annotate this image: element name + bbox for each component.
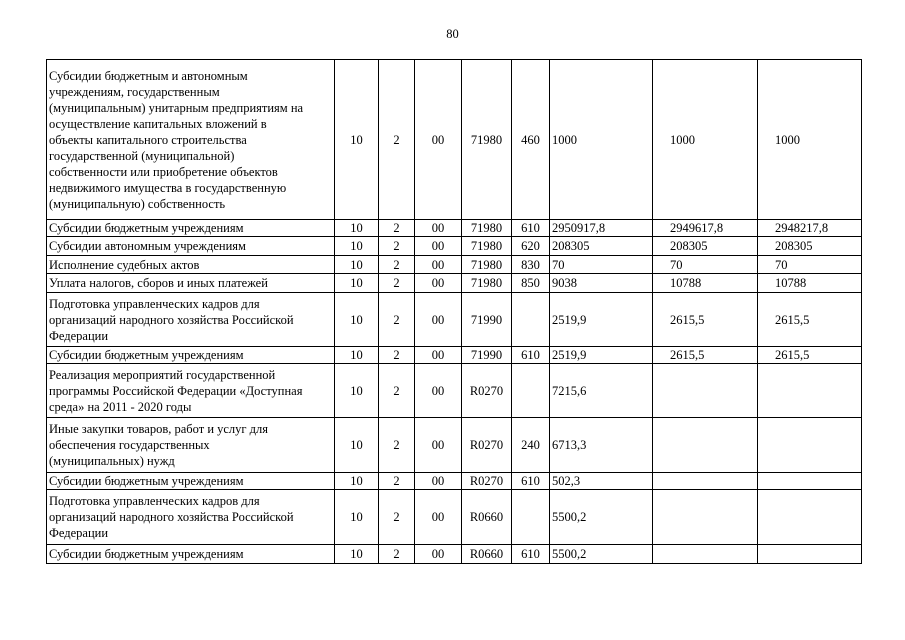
item-name-cell: Уплата налогов, сборов и иных платежей xyxy=(47,274,335,293)
amount-year1-cell: 502,3 xyxy=(550,473,653,490)
amount-year3-cell: 2615,5 xyxy=(758,293,862,347)
section-cell: 10 xyxy=(335,347,379,364)
amount-year2-cell: 2949617,8 xyxy=(653,220,758,237)
subsection-cell: 2 xyxy=(379,347,415,364)
amount-year1-cell: 5500,2 xyxy=(550,490,653,545)
amount-year2-cell: 10788 xyxy=(653,274,758,293)
expense-type-cell: 240 xyxy=(512,418,550,473)
subsection-cell: 2 xyxy=(379,293,415,347)
amount-year2-cell xyxy=(653,418,758,473)
amount-year3-cell xyxy=(758,490,862,545)
subsection-cell: 2 xyxy=(379,418,415,473)
amount-year1-cell: 7215,6 xyxy=(550,364,653,418)
program-cell: 00 xyxy=(415,347,462,364)
amount-year2-cell: 2615,5 xyxy=(653,293,758,347)
item-name-cell: Субсидии бюджетным учреждениям xyxy=(47,347,335,364)
amount-year2-cell xyxy=(653,490,758,545)
subsection-cell: 2 xyxy=(379,490,415,545)
subsection-cell: 2 xyxy=(379,220,415,237)
amount-year2-cell: 70 xyxy=(653,256,758,274)
amount-year2-cell: 208305 xyxy=(653,237,758,256)
target-article-cell: 71980 xyxy=(462,220,512,237)
subsection-cell: 2 xyxy=(379,364,415,418)
item-name-cell: Реализация мероприятий государственной программы Российской Федерации «Доступная среда» на 2011 - 2020 годы xyxy=(47,364,335,418)
expense-type-cell: 610 xyxy=(512,220,550,237)
program-cell: 00 xyxy=(415,237,462,256)
program-cell: 00 xyxy=(415,60,462,220)
amount-year3-cell: 208305 xyxy=(758,237,862,256)
table-row xyxy=(47,364,862,418)
expense-type-cell: 620 xyxy=(512,237,550,256)
expense-type-cell: 610 xyxy=(512,347,550,364)
target-article-cell: 71980 xyxy=(462,60,512,220)
amount-year1-cell: 2519,9 xyxy=(550,347,653,364)
target-article-cell: R0660 xyxy=(462,490,512,545)
table-row xyxy=(47,545,862,564)
table-row xyxy=(47,256,862,274)
amount-year1-cell: 70 xyxy=(550,256,653,274)
item-name-cell: Подготовка управленческих кадров для организаций народного хозяйства Российской Федерации xyxy=(47,293,335,347)
target-article-cell: 71980 xyxy=(462,256,512,274)
item-name-cell: Субсидии бюджетным учреждениям xyxy=(47,545,335,564)
program-cell: 00 xyxy=(415,274,462,293)
item-name-cell: Субсидии автономным учреждениям xyxy=(47,237,335,256)
subsection-cell: 2 xyxy=(379,473,415,490)
subsection-cell: 2 xyxy=(379,545,415,564)
expense-type-cell: 850 xyxy=(512,274,550,293)
section-cell: 10 xyxy=(335,293,379,347)
section-cell: 10 xyxy=(335,256,379,274)
target-article-cell: R0270 xyxy=(462,364,512,418)
program-cell: 00 xyxy=(415,545,462,564)
expense-type-cell xyxy=(512,490,550,545)
section-cell: 10 xyxy=(335,545,379,564)
target-article-cell: 71980 xyxy=(462,274,512,293)
item-name-cell: Подготовка управленческих кадров для организаций народного хозяйства Российской Федерации xyxy=(47,490,335,545)
target-article-cell: 71990 xyxy=(462,293,512,347)
amount-year1-cell: 2950917,8 xyxy=(550,220,653,237)
amount-year3-cell: 2948217,8 xyxy=(758,220,862,237)
item-name-cell: Субсидии бюджетным учреждениям xyxy=(47,220,335,237)
item-name-cell: Исполнение судебных актов xyxy=(47,256,335,274)
program-cell: 00 xyxy=(415,364,462,418)
expense-type-cell xyxy=(512,293,550,347)
table-row xyxy=(47,473,862,490)
section-cell: 10 xyxy=(335,364,379,418)
table-row xyxy=(47,418,862,473)
amount-year3-cell: 70 xyxy=(758,256,862,274)
subsection-cell: 2 xyxy=(379,256,415,274)
section-cell: 10 xyxy=(335,274,379,293)
page-number: 80 xyxy=(446,27,459,41)
table-row xyxy=(47,293,862,347)
target-article-cell: R0270 xyxy=(462,473,512,490)
amount-year2-cell xyxy=(653,364,758,418)
amount-year3-cell: 10788 xyxy=(758,274,862,293)
expense-type-cell: 610 xyxy=(512,545,550,564)
table-row xyxy=(47,237,862,256)
item-name-cell: Субсидии бюджетным и автономным учреждениям, государственным (муниципальным) унитарным предприятиям на осуществление капитальных вложений в объекты капитального строительства государственной (муниципальной) собственности или приобретение объектов недвижимого имущества в государственную (муниципальную) собственность xyxy=(47,60,335,220)
program-cell: 00 xyxy=(415,220,462,237)
expense-type-cell: 610 xyxy=(512,473,550,490)
section-cell: 10 xyxy=(335,490,379,545)
item-name-cell: Иные закупки товаров, работ и услуг для обеспечения государственных (муниципальных) нужд xyxy=(47,418,335,473)
program-cell: 00 xyxy=(415,490,462,545)
table-row xyxy=(47,347,862,364)
amount-year1-cell: 6713,3 xyxy=(550,418,653,473)
table-row xyxy=(47,274,862,293)
section-cell: 10 xyxy=(335,220,379,237)
target-article-cell: R0270 xyxy=(462,418,512,473)
amount-year2-cell: 2615,5 xyxy=(653,347,758,364)
program-cell: 00 xyxy=(415,293,462,347)
amount-year3-cell xyxy=(758,364,862,418)
subsection-cell: 2 xyxy=(379,237,415,256)
amount-year2-cell: 1000 xyxy=(653,60,758,220)
program-cell: 00 xyxy=(415,473,462,490)
item-name-cell: Субсидии бюджетным учреждениям xyxy=(47,473,335,490)
table-row xyxy=(47,60,862,220)
amount-year1-cell: 5500,2 xyxy=(550,545,653,564)
program-cell: 00 xyxy=(415,418,462,473)
amount-year3-cell: 2615,5 xyxy=(758,347,862,364)
target-article-cell: 71990 xyxy=(462,347,512,364)
program-cell: 00 xyxy=(415,256,462,274)
section-cell: 10 xyxy=(335,418,379,473)
expense-type-cell xyxy=(512,364,550,418)
amount-year3-cell xyxy=(758,473,862,490)
budget-table xyxy=(46,59,862,564)
amount-year1-cell: 1000 xyxy=(550,60,653,220)
amount-year3-cell: 1000 xyxy=(758,60,862,220)
amount-year2-cell xyxy=(653,545,758,564)
amount-year3-cell xyxy=(758,545,862,564)
amount-year1-cell: 9038 xyxy=(550,274,653,293)
table-row xyxy=(47,490,862,545)
amount-year3-cell xyxy=(758,418,862,473)
subsection-cell: 2 xyxy=(379,60,415,220)
section-cell: 10 xyxy=(335,473,379,490)
amount-year1-cell: 2519,9 xyxy=(550,293,653,347)
section-cell: 10 xyxy=(335,237,379,256)
section-cell: 10 xyxy=(335,60,379,220)
expense-type-cell: 830 xyxy=(512,256,550,274)
amount-year1-cell: 208305 xyxy=(550,237,653,256)
subsection-cell: 2 xyxy=(379,274,415,293)
amount-year2-cell xyxy=(653,473,758,490)
expense-type-cell: 460 xyxy=(512,60,550,220)
target-article-cell: 71980 xyxy=(462,237,512,256)
table-row xyxy=(47,220,862,237)
target-article-cell: R0660 xyxy=(462,545,512,564)
